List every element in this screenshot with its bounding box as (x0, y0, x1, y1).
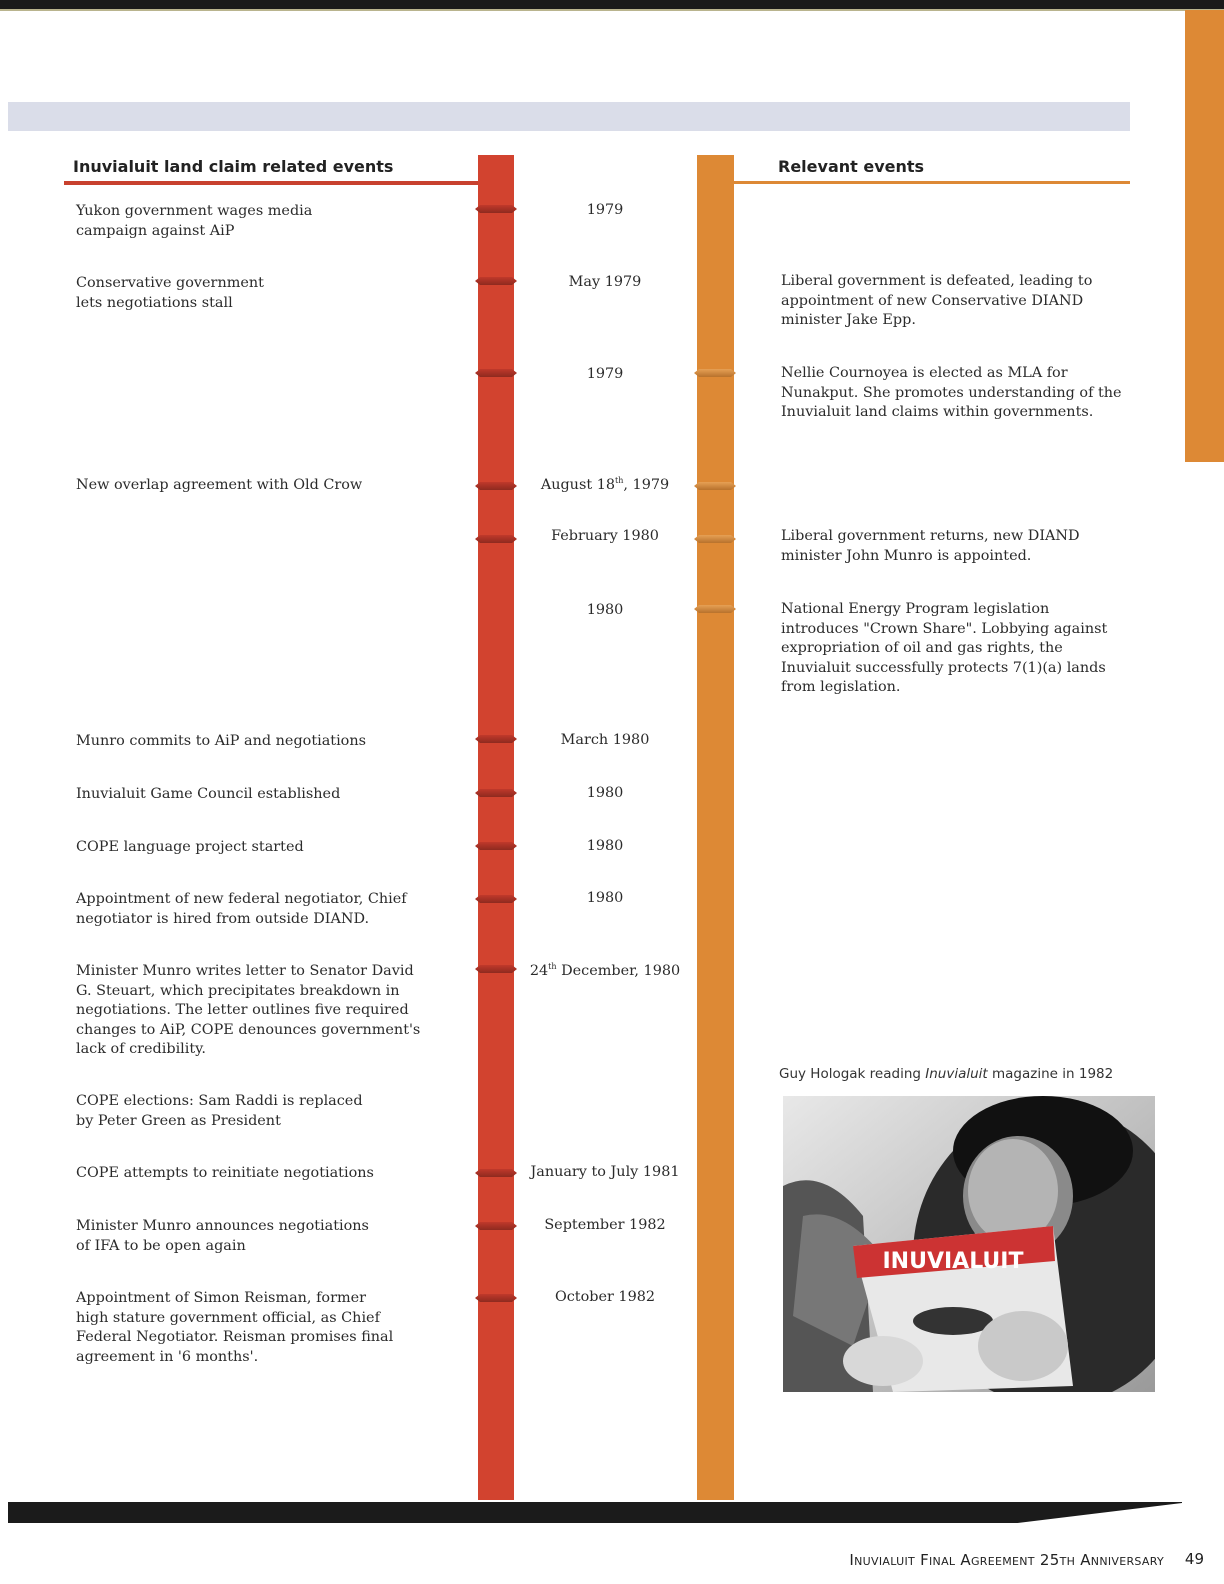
magazine-title: INUVIALUIT (882, 1249, 1024, 1274)
left-event: New overlap agreement with Old Crow (76, 477, 363, 493)
timeline-marker (475, 369, 517, 377)
event-date: 1980 (586, 602, 624, 618)
left-event: Minister Munro announces negotiations of IFA to be open again (76, 1218, 369, 1254)
left-event: COPE attempts to reinitiate negotiations (76, 1165, 374, 1181)
left-event: Appointment of Simon Reisman, former high stature government official, as Chief Federal Negotiator. Reisman promises final agreement in '6 months'. (76, 1290, 394, 1365)
timeline-marker (475, 1222, 517, 1230)
left-event: COPE language project started (76, 839, 304, 855)
left-event: Conservative government lets negotiations stall (76, 275, 264, 311)
event-date: January to July 1981 (530, 1164, 680, 1180)
left-event: Munro commits to AiP and negotiations (76, 733, 366, 749)
left-column-heading: Inuvialuit land claim related events (73, 157, 394, 176)
photo-guy-hologak (783, 1096, 1155, 1392)
timeline-marker (475, 735, 517, 743)
top-edge-accent (0, 9, 1224, 11)
side-tab (1185, 10, 1224, 462)
top-edge-line (0, 0, 1224, 9)
left-event: Inuvialuit Game Council established (76, 786, 341, 802)
timeline-marker (475, 965, 517, 973)
event-date: March 1980 (560, 732, 650, 748)
timeline-marker (694, 482, 736, 490)
timeline-marker (475, 277, 517, 285)
event-date: October 1982 (554, 1289, 656, 1305)
event-date: August 18th, 1979 (540, 476, 670, 493)
left-event: Yukon government wages media campaign against AiP (76, 203, 313, 239)
event-date: February 1980 (551, 528, 659, 544)
right-event: Liberal government is defeated, leading to appointment of new Conservative DIAND minister Jake Epp. (781, 273, 1093, 328)
orange-timeline-bar (697, 155, 734, 1500)
event-date: 1980 (586, 890, 624, 906)
photo-caption: Guy Hologak reading Inuvialuit magazine in 1982 (779, 1066, 1114, 1082)
timeline-marker (694, 605, 736, 613)
right-heading-rule (728, 181, 1130, 184)
timeline-marker (475, 482, 517, 490)
timeline-marker (475, 895, 517, 903)
event-date: 1980 (586, 785, 624, 801)
timeline-marker (694, 369, 736, 377)
timeline-marker (475, 535, 517, 543)
timeline-marker (694, 535, 736, 543)
photo-illustration (783, 1096, 1155, 1392)
timeline-marker (475, 1294, 517, 1302)
timeline-marker (475, 842, 517, 850)
bottom-band (8, 1502, 1182, 1523)
left-heading-rule (64, 181, 484, 185)
right-event: Liberal government returns, new DIAND minister John Munro is appointed. (781, 528, 1080, 564)
left-event: Minister Munro writes letter to Senator David G. Steuart, which precipitates breakdown in negotiations. The letter outlines five required changes to AiP, COPE denounces government's lack of credibility. (76, 963, 421, 1057)
event-date: September 1982 (544, 1217, 666, 1233)
left-event: Appointment of new federal negotiator, Chief negotiator is hired from outside DIAND. (76, 891, 407, 927)
right-event: Nellie Cournoyea is elected as MLA for Nunakput. She promotes understanding of the Inuvialuit land claims within governments. (781, 365, 1122, 420)
event-date: 24th December, 1980 (529, 962, 681, 979)
right-event: National Energy Program legislation introduces "Crown Share". Lobbying against expropriation of oil and gas rights, the Inuvialuit successfully protects 7(1)(a) lands from legislation. (781, 601, 1108, 695)
header-band (8, 102, 1130, 131)
event-date: 1980 (586, 838, 624, 854)
footer-title: Inuvialuit Final Agreement 25th Anniversary (849, 1551, 1164, 1569)
timeline-marker (475, 205, 517, 213)
timeline-marker (475, 789, 517, 797)
right-column-heading: Relevant events (778, 157, 925, 176)
timeline-marker (475, 1169, 517, 1177)
left-event: COPE elections: Sam Raddi is replaced by Peter Green as President (76, 1093, 363, 1129)
page-number: 49 (1184, 1550, 1204, 1568)
event-date: May 1979 (568, 274, 642, 290)
event-date: 1979 (586, 202, 624, 218)
event-date: 1979 (586, 366, 624, 382)
